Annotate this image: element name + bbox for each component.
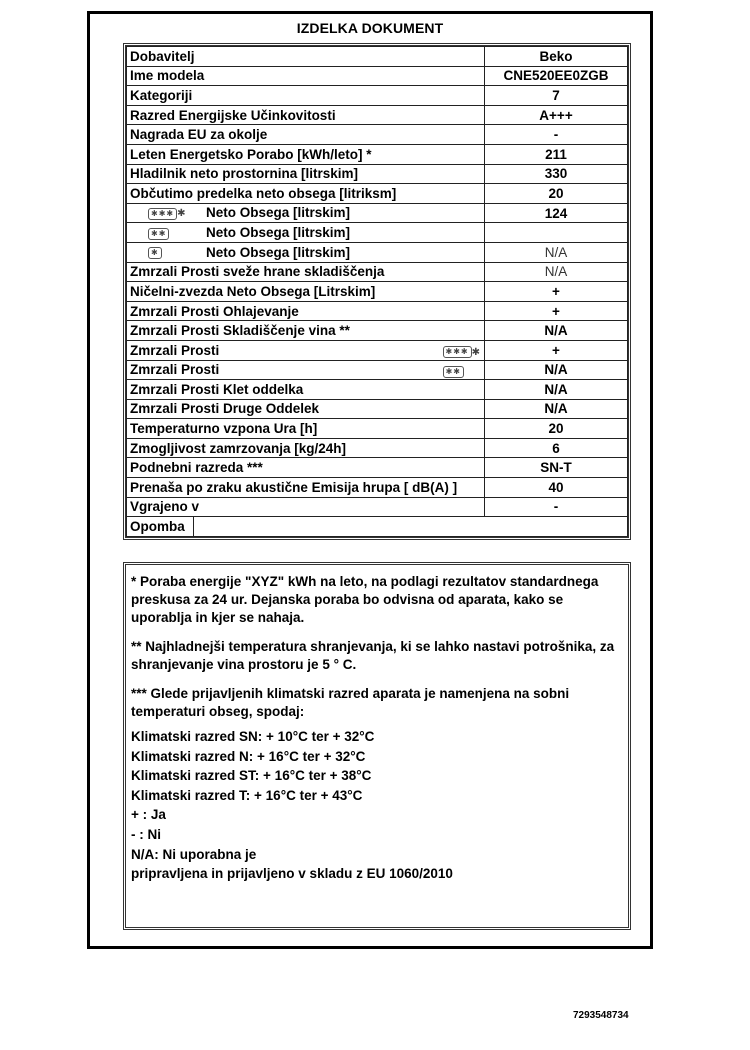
- note-wine-temp: ** Najhladnejši temperatura shranjevanja, ki se lahko nastavi potrošnika, za shranjevanje vina prostoru je 5 ° C.: [131, 639, 615, 672]
- row-value: +: [485, 340, 628, 360]
- table-row: [127, 125, 628, 145]
- row-value: 124: [485, 203, 628, 223]
- opomba-table: [126, 517, 628, 537]
- legend-line: + : Ja: [131, 807, 166, 823]
- row-label-cell: [127, 360, 485, 380]
- row-label: Ime modela: [127, 66, 485, 86]
- table-row: [127, 262, 628, 282]
- table-row: [127, 301, 628, 321]
- document-title: IZDELKA DOKUMENT: [296, 20, 444, 36]
- row-value: N/A: [485, 262, 628, 282]
- row-value: -: [485, 497, 628, 517]
- row-label-cell: [127, 340, 485, 360]
- row-label: Zmrzali Prosti Ohlajevanje: [127, 301, 485, 321]
- row-value: Beko: [485, 47, 628, 67]
- table-row: [127, 458, 628, 478]
- row-value: 20: [485, 184, 628, 204]
- star-extra-icon: ✱: [471, 346, 480, 358]
- row-label-cell: [127, 242, 485, 262]
- table-row: [127, 47, 628, 67]
- row-value: +: [485, 282, 628, 302]
- row-label-cell: [127, 203, 485, 223]
- two-star-freezer-icon: ✱✱: [148, 228, 169, 240]
- opomba-row: [127, 517, 628, 537]
- table-row: [127, 184, 628, 204]
- table-row: [127, 497, 628, 517]
- notes-content: [126, 565, 628, 883]
- row-value: 40: [485, 478, 628, 498]
- note-energy: * Poraba energije "XYZ" kWh na leto, na podlagi rezultatov standardnega preskusa za 24 ur. Dejanska poraba bo odvisna od aparata, kako se uporablja in kjer se nahaja.: [131, 574, 599, 625]
- table-row: [127, 105, 628, 125]
- row-value: 20: [485, 419, 628, 439]
- four-star-freezer-icon: ✱✱✱: [148, 208, 177, 220]
- row-label: Zmrzali Prosti: [130, 342, 220, 358]
- row-label: Vgrajeno v: [127, 497, 485, 517]
- table-row: [127, 66, 628, 86]
- row-value: CNE520EE0ZGB: [485, 66, 628, 86]
- row-label: Razred Energijske Učinkovitosti: [127, 105, 485, 125]
- table-row: [127, 242, 628, 262]
- row-label: Nagrada EU za okolje: [127, 125, 485, 145]
- spec-table: [126, 46, 628, 517]
- row-label: Neto Obsega [litrskim]: [206, 244, 351, 260]
- row-label: Neto Obsega [litrskim]: [206, 205, 351, 221]
- spec-table-frame: [123, 43, 631, 540]
- table-row: [127, 478, 628, 498]
- regulation-line: pripravljena in prijavljeno v skladu z EU 1060/2010: [131, 866, 453, 882]
- opomba-value: [194, 517, 628, 537]
- row-value: N/A: [485, 399, 628, 419]
- table-row: [127, 438, 628, 458]
- table-row: [127, 340, 628, 360]
- row-value: N/A: [485, 380, 628, 400]
- row-label: Leten Energetsko Porabo [kWh/leto] *: [127, 144, 485, 164]
- row-label: Dobavitelj: [127, 47, 485, 67]
- row-label: Zmrzali Prosti Skladiščenje vina **: [127, 321, 485, 341]
- table-row: [127, 144, 628, 164]
- climate-line: Klimatski razred ST: + 16°C ter + 38°C: [131, 768, 372, 784]
- row-label: Hladilnik neto prostornina [litrskim]: [127, 164, 485, 184]
- table-row: [127, 223, 628, 243]
- row-value: 211: [485, 144, 628, 164]
- climate-line: Klimatski razred T: + 16°C ter + 43°C: [131, 787, 363, 803]
- row-label: Prenaša po zraku akustične Emisija hrupa [ dB(A) ]: [127, 478, 485, 498]
- row-label: Ničelni-zvezda Neto Obsega [Litrskim]: [127, 282, 485, 302]
- table-row: [127, 419, 628, 439]
- opomba-label: Opomba: [127, 517, 194, 537]
- row-value: [485, 223, 628, 243]
- notes-frame: [123, 562, 631, 930]
- row-label-cell: [127, 223, 485, 243]
- legend-line: - : Ni: [131, 826, 161, 842]
- table-row: [127, 399, 628, 419]
- table-row: [127, 86, 628, 106]
- row-label: Občutimo predelka neto obsega [litriksm]: [127, 184, 485, 204]
- star-extra-icon: ✱: [177, 208, 186, 220]
- row-value: N/A: [485, 321, 628, 341]
- document-frame: [87, 11, 653, 949]
- row-label: Zmrzali Prosti Druge Oddelek: [127, 399, 485, 419]
- row-value: 6: [485, 438, 628, 458]
- table-row: [127, 282, 628, 302]
- row-label: Zmogljivost zamrzovanja [kg/24h]: [127, 438, 485, 458]
- row-value: N/A: [485, 242, 628, 262]
- row-value: 330: [485, 164, 628, 184]
- climate-line: Klimatski razred N: + 16°C ter + 32°C: [131, 748, 366, 764]
- row-value: -: [485, 125, 628, 145]
- legend-line: N/A: Ni uporabna je: [131, 846, 257, 862]
- table-row: [127, 203, 628, 223]
- document-number: 7293548734: [573, 1010, 629, 1021]
- table-row: [127, 164, 628, 184]
- table-row: [127, 380, 628, 400]
- row-value: A+++: [485, 105, 628, 125]
- row-label: Neto Obsega [litrskim]: [206, 225, 351, 241]
- row-label: Kategoriji: [127, 86, 485, 106]
- table-row: [127, 321, 628, 341]
- row-value: +: [485, 301, 628, 321]
- row-label: Podnebni razreda ***: [127, 458, 485, 478]
- table-row: [127, 360, 628, 380]
- row-value: N/A: [485, 360, 628, 380]
- row-label: Zmrzali Prosti: [130, 362, 220, 378]
- one-star-freezer-icon: ✱: [148, 247, 162, 259]
- note-climate-class: *** Glede prijavljenih klimatski razred aparata je namenjena na sobni temperaturi obseg, spodaj:: [131, 686, 570, 719]
- row-label: Zmrzali Prosti sveže hrane skladiščenja: [127, 262, 485, 282]
- four-star-freezer-icon: ✱✱✱: [443, 346, 472, 358]
- row-value: SN-T: [485, 458, 628, 478]
- row-label: Zmrzali Prosti Klet oddelka: [127, 380, 485, 400]
- row-label: Temperaturno vzpona Ura [h]: [127, 419, 485, 439]
- row-value: 7: [485, 86, 628, 106]
- climate-line: Klimatski razred SN: + 10°C ter + 32°C: [131, 729, 375, 744]
- two-star-freezer-icon: ✱✱: [443, 366, 464, 378]
